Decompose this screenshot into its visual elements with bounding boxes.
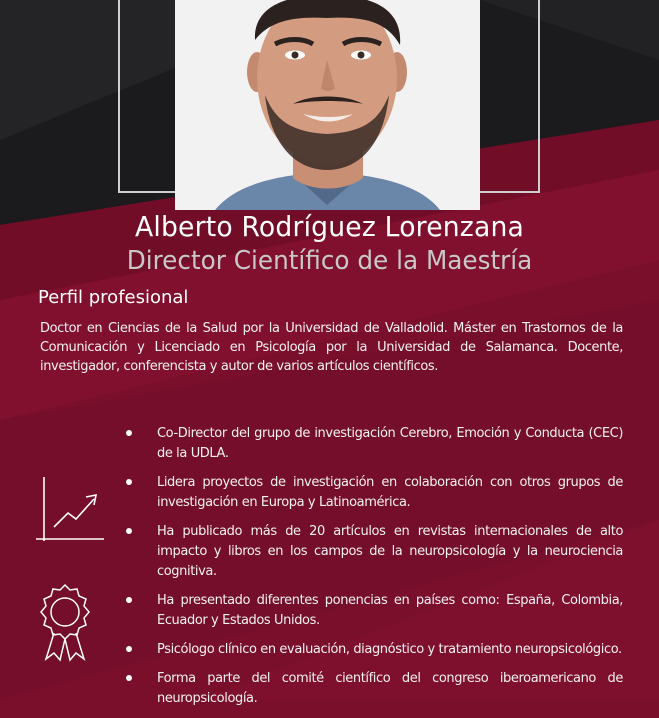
award-ribbon-icon xyxy=(34,583,96,663)
list-item: Ha presentado diferentes ponencias en países como: España, Colombia, Ecuador y Estados Unidos. xyxy=(120,591,623,631)
growth-chart-icon xyxy=(30,473,110,551)
list-item: Lidera proyectos de investigación en colaboración con otros grupos de investigación en Europa y Latinoamérica. xyxy=(120,473,623,513)
list-item: Co-Director del grupo de investigación Cerebro, Emoción y Conducta (CEC) de la UDLA. xyxy=(120,424,623,464)
profile-photo xyxy=(175,0,480,210)
list-item: Ha publicado más de 20 artículos en revistas internacionales de alto impacto y libros en los campos de la neuropsicología y la neurociencia cognitiva. xyxy=(120,522,623,582)
profile-name: Alberto Rodríguez Lorenzana xyxy=(135,210,524,243)
list-item: Psicólogo clínico en evaluación, diagnóstico y tratamiento neuropsicológico. xyxy=(120,640,623,660)
list-item: Forma parte del comité científico del congreso iberoamericano de neuropsicología. xyxy=(120,669,623,709)
achievements-list xyxy=(120,424,623,718)
section-title: Perfil profesional xyxy=(38,287,189,308)
profile-role: Director Científico de la Maestría xyxy=(126,246,533,276)
profile-summary: Doctor en Ciencias de la Salud por la Universidad de Valladolid. Máster en Trastornos de la Comunicación y Licenciado en Psicología por la Universidad de Salamanca. Docente, investigador, conferencista y autor de varios artículos científicos. xyxy=(40,321,623,374)
